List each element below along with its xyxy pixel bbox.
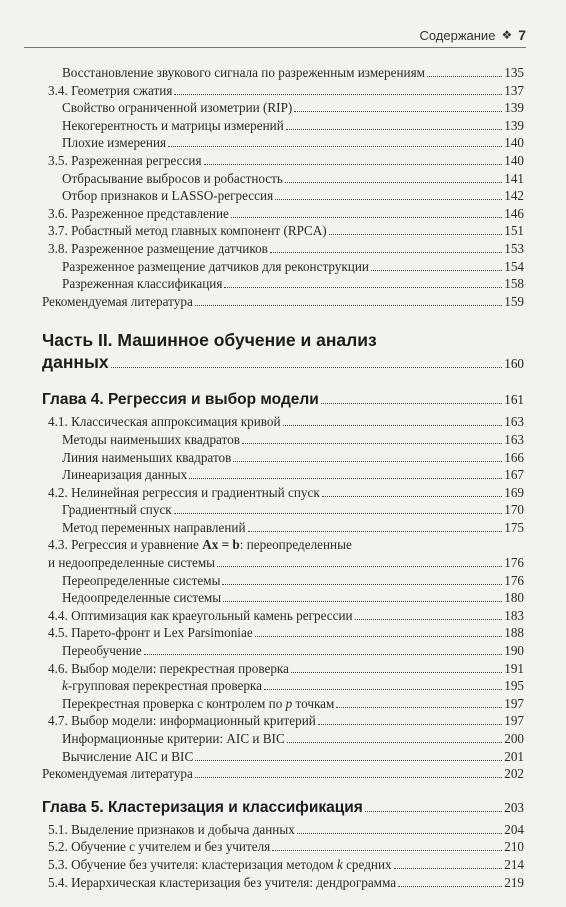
toc-entry-title: 3.4. Геометрия сжатия [48,82,173,98]
toc-entry [42,821,524,839]
toc-entry-title: Восстановление звукового сигнала по разреженным измерениям [62,65,426,80]
dot-leader [365,811,502,812]
toc-entry-title: 4.5. Парето-фронт и Lex Parsimoniae [48,625,253,641]
dot-leader [217,566,502,567]
dot-leader [286,129,502,130]
header-rule [24,47,526,48]
toc-entry [42,466,524,484]
dot-leader [224,287,502,288]
chapter5-title: Глава 5. Кластеризация и классификация [42,798,363,816]
toc-entry-page: 202 [504,766,524,782]
toc-entry-page: 140 [504,135,524,151]
toc-entry [42,99,524,117]
toc-block-chapter3-tail [42,64,524,310]
part2-title-line1: Часть II. Машинное обучение и анализ [42,330,377,351]
chapter5-page: 203 [504,799,524,815]
dot-leader [275,199,502,200]
toc-entry-title: Методы наименьших квадратов [62,431,240,447]
chapter4-entries-a [42,413,524,536]
toc-entry [42,117,524,135]
math-expression: Ax = b [202,537,240,553]
toc-entry-title: Информационные критерии: AIC и BIC [62,731,285,746]
toc-entry-part2 [42,351,524,375]
toc-entry [42,660,524,678]
toc-entry-title: 3.6. Разреженное представление [48,205,229,221]
toc-entry [42,607,524,625]
toc-entry-page: 153 [504,240,524,256]
dot-leader [233,461,502,462]
toc-entry-title: Метод переменных направлений [62,519,246,535]
toc-entry-4-3: и недоопределенные системы 176 [48,555,524,571]
toc-entry [42,413,524,431]
toc-entry-4-3-line1: 4.3. Регрессия и уравнение Ax = b: переопределенные [48,537,352,553]
toc-entry-page: 137 [504,82,524,98]
chapter4-entries-b [42,572,524,678]
toc-entry-title: Разреженная классификация [62,276,223,292]
toc-entry-page: 141 [504,170,524,186]
toc-entry [42,642,524,660]
toc-entry-page: 166 [504,449,524,465]
dot-leader [398,886,502,887]
toc-entry-page: 200 [504,731,524,746]
dot-leader [144,654,503,655]
dot-leader [297,833,502,834]
toc-entry-page: 188 [504,625,524,641]
toc-entry [42,589,524,607]
toc-entry-title: 5.2. Обучение с учителем и без учителя [48,839,271,855]
toc-entry-page: 180 [504,590,524,606]
toc-entry [42,82,524,100]
part2-page: 160 [504,356,524,372]
dot-leader [394,868,503,869]
toc-entry-title: Линия наименьших квадратов [62,449,232,465]
dot-leader [174,513,503,514]
dot-leader [231,217,502,218]
toc-entry-page: 191 [504,660,524,676]
toc-entry-page: 146 [504,205,524,221]
dot-leader [272,850,502,851]
dot-leader [355,619,503,620]
toc-entry-page: 163 [504,414,524,430]
header-title: Содержание [419,27,496,43]
dot-leader [195,305,502,306]
dot-leader [242,443,502,444]
toc-entry-page: 204 [504,821,524,837]
dot-leader [189,478,502,479]
running-header [24,24,526,46]
toc-entry-page: 139 [504,117,524,133]
toc-entry-title: Градиентный спуск [62,502,172,518]
toc-entry [42,838,524,856]
toc-entry-page: 140 [504,152,524,168]
chapter5-entries [42,821,524,856]
dot-leader [195,760,502,761]
toc-entry-title: Вычисление AIC и BIC [62,748,194,764]
toc-entry-title: 4.4. Оптимизация как краеугольный камень регрессии [48,607,353,623]
toc-entry [42,152,524,170]
toc-entry [42,64,524,82]
dot-leader [294,111,502,112]
toc-entry-title: 5.1. Выделение признаков и добыча данных [48,821,295,837]
toc-entry [42,170,524,188]
toc-entry [42,484,524,502]
toc-entry-title: 4.1. Классическая аппроксимация кривой [48,414,281,430]
toc-entry-page: 142 [504,188,524,204]
toc-entry-page: 175 [504,519,524,535]
toc-entry [42,275,524,293]
dot-leader [371,270,502,271]
toc-entry [42,748,524,766]
toc-entry-5-3: 5.3. Обучение без учителя: кластеризация методом k средних 214 [48,856,524,872]
toc-entry [42,501,524,519]
toc-entry [42,293,524,311]
dot-leader [336,707,502,708]
dot-leader [111,367,503,368]
toc-entry [42,187,524,205]
toc-entry [42,449,524,467]
dot-leader [322,496,502,497]
dot-leader [204,164,503,165]
toc-entry-title: Недоопределенные системы [62,590,222,606]
toc-entry-title: 4.2. Нелинейная регрессия и градиентный спуск [48,484,320,500]
chapter4-title: Глава 4. Регрессия и выбор модели [42,391,319,409]
toc-entry-page: 163 [504,431,524,447]
toc-entry-title: 3.7. Робастный метод главных компонент (RPCA) [48,223,327,239]
toc-entry-page: 169 [504,484,524,500]
dot-leader [195,777,502,778]
chapter4-entries-c [42,712,524,782]
toc-entry [42,712,524,730]
toc-entry-title: Некогерентность и матрицы измерений [62,117,284,133]
dot-leader [223,601,502,602]
toc-entry-page: 170 [504,502,524,518]
toc-entry-title: 4.7. Выбор модели: информационный критерий [48,713,316,729]
toc-entry [42,765,524,783]
toc-entry-title: Рекомендуемая литература [42,293,193,309]
toc-entry [42,624,524,642]
toc-entry-title: Отбрасывание выбросов и робастность [62,170,283,186]
toc-entry-kfold: k-групповая перекрестная проверка 195 [62,678,524,694]
dot-leader [318,724,502,725]
toc-entry-page: 201 [504,748,524,764]
dot-leader [168,146,502,147]
toc-entry-title: Свойство ограниченной изометрии (RIP) [62,100,293,116]
toc-entry-page: 190 [504,643,524,659]
toc-entry [42,222,524,240]
toc-entry-page: 154 [504,258,524,274]
dot-leader [174,94,502,95]
table-of-contents [42,64,524,891]
toc-entry [42,258,524,276]
toc-entry-page: 210 [504,839,524,855]
dot-leader [291,672,502,673]
toc-entry-chapter4 [42,390,524,410]
toc-entry-page: 167 [504,467,524,483]
header-page-number: 7 [518,27,526,43]
toc-entry-page: 183 [504,607,524,623]
toc-entry-title: 4.6. Выбор модели: перекрестная проверка [48,660,289,676]
dot-leader [427,76,502,77]
toc-entry-page: 197 [504,713,524,729]
part2-title-line2: данных [42,352,109,373]
toc-entry-page: 151 [504,223,524,239]
toc-entry-title: Плохие измерения [62,135,167,151]
toc-entry-page: 176 [504,572,524,588]
dot-leader [222,584,502,585]
toc-entry-title: 3.5. Разреженная регрессия [48,152,202,168]
toc-entry-title: Рекомендуемая литература [42,766,193,782]
chapter4-page: 161 [504,392,524,408]
dot-leader [255,636,503,637]
toc-entry [42,572,524,590]
dot-leader [283,425,503,426]
toc-entry-title: Линеаризация данных [62,467,188,483]
toc-entry [42,134,524,152]
dot-leader [270,252,502,253]
dot-leader [248,531,503,532]
toc-entry [42,519,524,537]
toc-entry-title: Отбор признаков и LASSO-регрессия [62,188,274,204]
toc-entry [42,730,524,748]
dot-leader [287,742,502,743]
toc-entry [42,431,524,449]
toc-entry-page: 159 [504,293,524,309]
toc-entry-title: Разреженное размещение датчиков для реконструкции [62,258,369,274]
toc-entry-page: 158 [504,276,524,292]
toc-entry [42,205,524,223]
dot-leader [264,689,502,690]
toc-entry [42,240,524,258]
toc-entry-page: 139 [504,100,524,116]
toc-entry-5-4: 5.4. Иерархическая кластеризация без учителя: дендрограмма 219 [48,874,524,890]
toc-entry-title: 3.8. Разреженное размещение датчиков [48,240,268,256]
header-ornament-icon: ❖ [501,28,513,42]
toc-entry-pfold: Перекрестная проверка с контролем по p точкам 197 [62,695,524,711]
toc-entry-title: Переобучение [62,643,142,659]
toc-entry-title: Переопределенные системы [62,572,221,588]
dot-leader [285,182,502,183]
toc-entry-page: 135 [504,65,524,80]
toc-entry-chapter5 [42,798,524,818]
dot-leader [329,234,503,235]
dot-leader [321,403,502,404]
